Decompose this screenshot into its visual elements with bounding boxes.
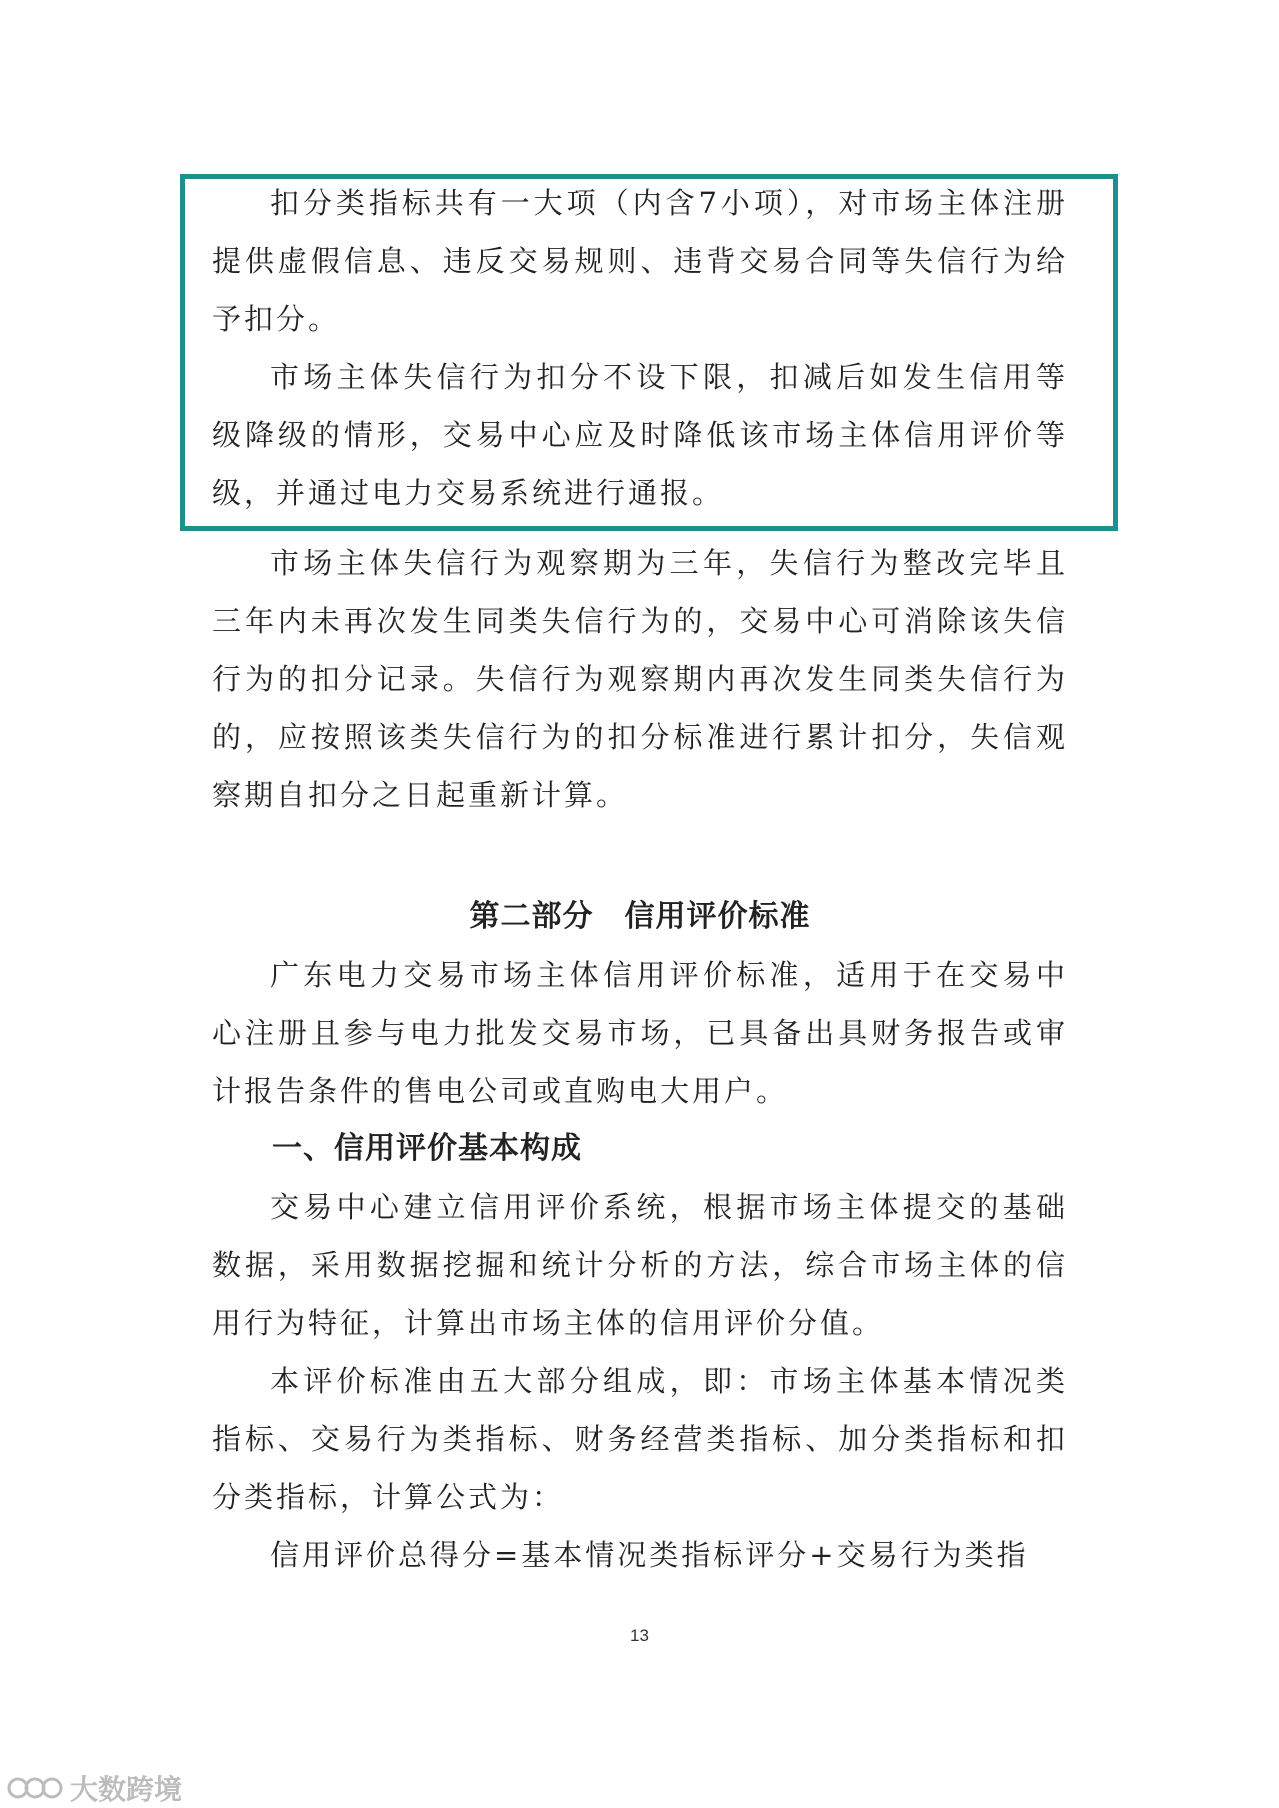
- paragraph-observation-period: 市场主体失信行为观察期为三年，失信行为整改完毕且三年内未再次发生同类失信行为的，交易中心可消除该失信行为的扣分记录。失信行为观察期内再次发生同类失信行为的，应按照该类失信行为的扣分标准进行累计扣分，失信观察期自扣分之日起重新计算。: [212, 546, 1068, 812]
- paragraph-deduction-no-limit: 市场主体失信行为扣分不设下限，扣减后如发生信用等级降级的情形，交易中心应及时降低该市场主体信用评价等级，并通过电力交易系统进行通报。: [212, 360, 1068, 510]
- highlighted-text: [212, 174, 1068, 522]
- sub-heading-basic-composition: 一、信用评价基本构成: [272, 1131, 582, 1166]
- logo-icon: [6, 1771, 64, 1805]
- section-title: 第二部分 信用评价标准: [469, 899, 811, 934]
- body-text-observation: [212, 534, 1068, 824]
- page-number: 13: [630, 1626, 649, 1645]
- paragraph-five-parts: 本评价标准由五大部分组成，即：市场主体基本情况类指标、交易行为类指标、财务经营类指标、加分类指标和扣分类指标，计算公式为：: [212, 1364, 1068, 1514]
- paragraph-deduction-indicators: 扣分类指标共有一大项（内含7小项），对市场主体注册提供虚假信息、违反交易规则、违背交易合同等失信行为给予扣分。: [212, 186, 1068, 336]
- paragraph-evaluation-system: 交易中心建立信用评价系统，根据市场主体提交的基础数据，采用数据挖掘和统计分析的方法，综合市场主体的信用行为特征，计算出市场主体的信用评价分值。: [212, 1190, 1068, 1340]
- paragraph-scope: 广东电力交易市场主体信用评价标准，适用于在交易中心注册且参与电力批发交易市场，已具备出具财务报告或审计报告条件的售电公司或直购电大用户。: [212, 958, 1068, 1108]
- body-text-section: [212, 946, 1068, 1584]
- watermark: [6, 1768, 182, 1808]
- watermark-text: 大数跨境: [70, 1773, 183, 1806]
- paragraph-formula: 信用评价总得分=基本情况类指标评分+交易行为类指: [270, 1538, 1029, 1572]
